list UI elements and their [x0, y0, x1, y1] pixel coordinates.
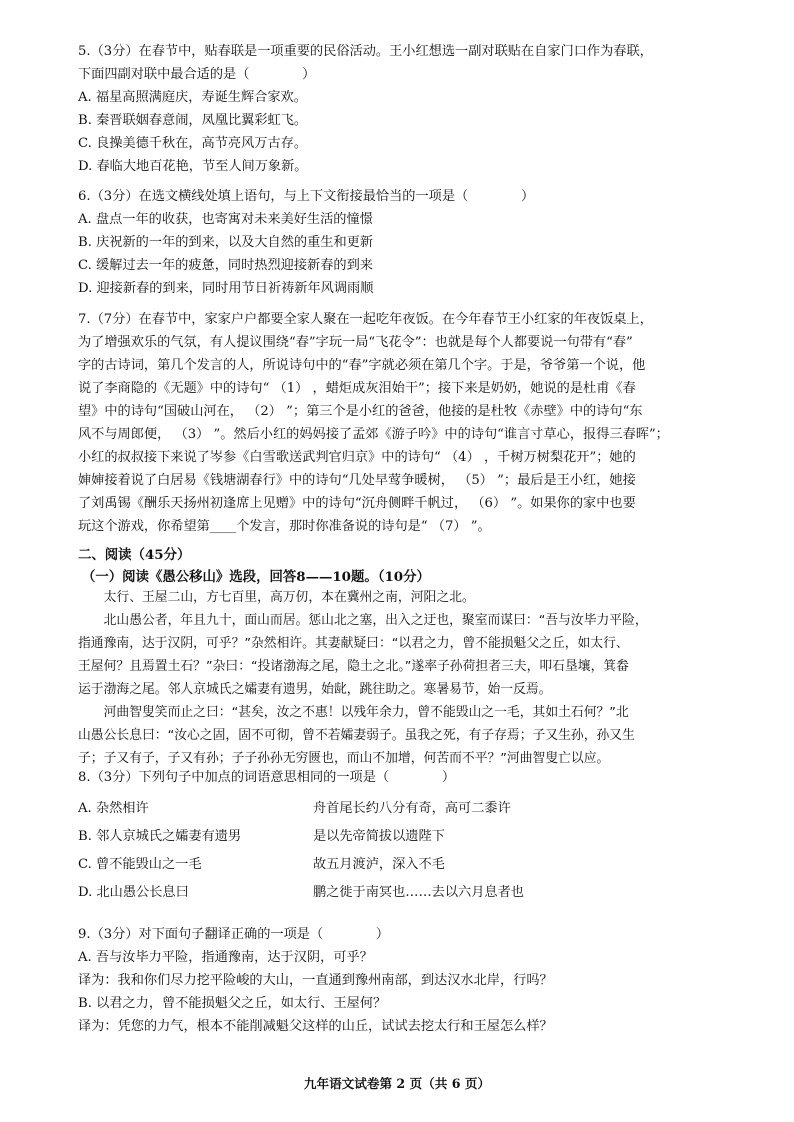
q8-option-c-right: 故五月渡泸，深入不毛 — [313, 857, 445, 872]
q5-option-c: C. 良操美德千秋在，高节亮风万古存。 — [78, 136, 308, 151]
q7-line: 风不与周郎便， （3） ”。然后小红的妈妈接了孟郊《游子吟》中的诗句“谁言寸草心，报得三春晖”； — [78, 427, 669, 442]
passage-line: 王屋何？且焉置土石？”杂曰：“投诸渤海之尾，隐土之北。”遂率子孙荷担者三夫，叩石垦壤，箕畚 — [78, 659, 629, 674]
q5-option-b: B. 秦晋联姻春意闹，凤凰比翼彩虹飞。 — [78, 113, 308, 128]
q7-line: 字的古诗词，第几个发言的人，所说诗句中的“春”字就必须在第几个字。于是，爷爷第一个说，他 — [78, 358, 646, 373]
q6-option-a: A. 盘点一年的收获，也寄寓对未来美好生活的憧憬 — [78, 212, 373, 227]
q8-option-c-left: C. 曾不能毁山之一毛 — [78, 857, 202, 872]
reading-part-1-title: （一）阅读《愚公移山》选段，回答8——10题。（10分） — [82, 569, 430, 585]
q6-option-d: D. 迎接新春的到来，同时用节日祈祷新年风调雨顺 — [78, 281, 374, 296]
passage-line: 山愚公长息曰：“汝心之固，固不可彻，曾不若孀妻弱子。虽我之死，有子存焉；子又生孙，孙又生 — [78, 728, 635, 743]
q5-option-d: D. 春临大地百花艳，节至人间万象新。 — [78, 159, 308, 174]
q9-translation-b: 译为：凭您的力气，根本不能削减魁父这样的山丘，试试去挖太行和王屋怎么样？ — [78, 1019, 553, 1034]
q7-line: 小红的叔叔接下来说了岑参《白雪歌送武判官归京》中的诗句“ （4） ，千树万树梨花开”；她的 — [78, 450, 636, 465]
q8-option-d-right: 鹏之徙于南冥也……去以六月息者也 — [313, 885, 524, 900]
question-9 — [78, 923, 718, 1038]
q8-option-a-left: A. 杂然相许 — [78, 801, 149, 816]
question-7 — [78, 308, 718, 538]
question-5 — [78, 40, 718, 178]
q9-option-a: A. 吾与汝毕力平险，指通豫南，达于汉阴，可乎？ — [78, 950, 373, 965]
q7-line: 7.（7分）在春节中，家家户户都要全家人聚在一起吃年夜饭。在今年春节王小红家的年夜饭桌上， — [78, 312, 653, 327]
q5-stem-line1: 5.（3分）在春节中，贴春联是一项重要的民俗活动。王小红想选一副对联贴在自家门口作为春联， — [78, 44, 653, 59]
q8-option-b-left: B. 邻人京城氏之孀妻有遗男 — [78, 829, 242, 844]
q7-line: 说了李商隐的《无题》中的诗句“ （1） ，蜡炬成灰泪始干”；接下来是奶奶，她说的是杜甫《春 — [78, 381, 636, 396]
q5-option-a: A. 福星高照满庭庆，寿诞生辉合家欢。 — [78, 90, 307, 105]
classical-passage — [78, 586, 718, 770]
page-footer: 九年语文试卷第 2 页（共 6 页） — [303, 1076, 491, 1091]
q9-stem: 9.（3分）对下面句子翻译正确的一项是（ ） — [78, 927, 390, 942]
q8-option-b-right: 是以先帝简拔以遗陛下 — [313, 829, 445, 844]
q7-line: 为了增强欢乐的气氛，有人提议围绕“春”字玩一局“飞花令”：也就是每个人都要说一句带有“春” — [78, 335, 633, 350]
q7-line: 了刘禹锡《酬乐天扬州初逢席上见赠》中的诗句“沉舟侧畔千帆过， （6） ”。如果你的家中也要 — [78, 496, 636, 511]
passage-line: 北山愚公者，年且九十，面山而居。惩山北之塞，出入之迂也，聚室而谋曰：“吾与汝毕力平险， — [78, 613, 648, 628]
q6-option-c: C. 缓解过去一年的疲惫，同时热烈迎接新春的到来 — [78, 258, 373, 273]
q6-option-b: B. 庆祝新的一年的到来，以及大自然的重生和更新 — [78, 235, 374, 250]
passage-line: 指通豫南，达于汉阴，可乎？”杂然相许。其妻献疑曰：“以君之力，曾不能损魁父之丘，如太行、 — [78, 636, 629, 651]
q8-option-d-left: D. 北山愚公长息曰 — [78, 885, 189, 900]
passage-line: 河曲智叟笑而止之曰：“甚矣，汝之不惠！以残年余力，曾不能毁山之一毛，其如土石何？”北 — [78, 705, 629, 720]
q9-translation-a: 译为：我和你们尽力挖平险峻的大山，一直通到豫州南部，到达汉水北岸，行吗？ — [78, 973, 553, 988]
section-reading-title: 二、阅读（45分） — [78, 547, 191, 563]
passage-line: 子；子又有子，子又有孙；子子孙孙无穷匮也，而山不加增，何苦而不平？”河曲智叟亡以应。 — [78, 751, 610, 766]
question-6 — [78, 185, 718, 300]
q7-line: 玩这个游戏，你希望第____个发言，那时你准备说的诗句是“ （7） ”。 — [78, 519, 491, 534]
q8-stem: 8.（3分）下列句子中加点的词语意思相同的一项是（ ） — [78, 770, 456, 785]
passage-line: 运于渤海之尾。邻人京城氏之孀妻有遗男，始龀，跳往助之。寒暑易节，始一反焉。 — [78, 682, 552, 697]
q6-stem: 6.（3分）在选文横线处填上语句，与上下文衔接最恰当的一项是（ ） — [78, 189, 535, 204]
q8-option-a-right: 舟首尾长约八分有奇，高可二黍许 — [313, 801, 511, 816]
passage-line: 太行、王屋二山，方七百里，高万仞，本在冀州之南，河阳之北。 — [78, 590, 475, 605]
q9-option-b: B. 以君之力，曾不能损魁父之丘，如太行、王屋何？ — [78, 996, 387, 1011]
q7-line: 婶婶接着说了白居易《钱塘湖春行》中的诗句“几处早莺争暖树， （5） ”；最后是王小红，她接 — [78, 473, 636, 488]
q7-line: 望》中的诗句“国破山河在， （2） ”；第三个是小红的爸爸，他接的是杜牧《赤壁》中的诗句“东 — [78, 404, 643, 419]
question-8 — [78, 766, 718, 789]
q5-stem-line2: 下面四副对联中最合适的是（ ） — [78, 67, 316, 82]
